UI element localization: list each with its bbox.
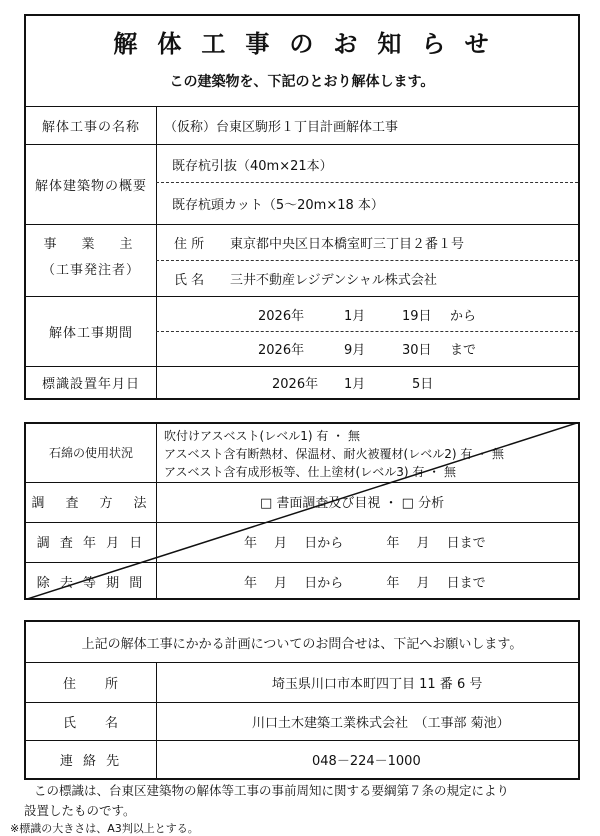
owner-name: 三井不動産レジデンシャル株式会社 [230,272,437,288]
asbestos-line-1: 吹付けアスベスト(レベル1) 有 ・ 無 [164,428,360,443]
sign-date-year: 2026年 [272,376,319,392]
sign-date-month: 1月 [344,376,366,392]
contact-address-value: 埼玉県川口市本町四丁目 11 番 6 号 [272,676,483,692]
overview-line-1: 既存杭引抜（40m×21本） [172,158,333,174]
asbestos-box [24,422,580,600]
label-owner: 事 業 主 [43,236,139,252]
owner-name-key: 氏 名 [174,272,205,288]
label-contact-address: 住 所 [62,676,119,692]
period-start-suffix: から [450,308,477,324]
label-survey-date: 調 査 年 月 日 [36,535,146,551]
label-removal-period: 除 去 等 期 間 [36,575,146,591]
period-start-month: 1月 [344,308,366,324]
footer-line-1: この標識は、台東区建築物の解体等工事の事前周知に関する要綱第７条の規定により [34,783,510,798]
contact-phone-value: 048－224－1000 [312,753,421,769]
asbestos-line-3: アスベスト含有成形板等、仕上塗材(レベル3) 有 ・ 無 [164,464,456,479]
overview-line-2: 既存杭頭カット（5～20m×18 本） [172,197,384,213]
strike-through-line [24,422,580,600]
period-end-year: 2026年 [258,342,305,358]
label-owner-sub: （工事発注者） [41,262,140,278]
survey-method-value: □ 書面調査及び目視 ・ □ 分析 [260,495,445,511]
label-contact-phone: 連 絡 先 [59,753,123,769]
notice-title: 解体工事のお知らせ [113,29,509,58]
label-work-period: 解体工事期間 [48,325,133,341]
asbestos-line-2: アスベスト含有断熱材、保温材、耐火被覆材(レベル2) 有 ・ 無 [164,446,504,461]
contact-box [24,620,580,780]
period-end-month: 9月 [344,342,366,358]
sign-date-day: 5日 [412,376,434,392]
period-end-day: 30日 [402,342,432,358]
contact-header: 上記の解体工事にかかる計画についてのお問合せは、下記へお願いします。 [81,636,523,652]
footer-line-2: 設置したものです。 [24,803,136,818]
label-survey-method: 調 査 方 法 [31,495,151,511]
period-start-day: 19日 [402,308,432,324]
owner-address: 東京都中央区日本橋室町三丁目２番１号 [230,236,465,252]
notice-subtitle: この建築物を、下記のとおり解体します。 [169,74,435,90]
label-asbestos-usage: 石綿の使用状況 [48,445,133,460]
label-sign-date: 標識設置年月日 [41,376,140,392]
period-start-year: 2026年 [258,308,305,324]
label-demolition-name: 解体工事の名称 [41,119,140,135]
value-demolition-name: （仮称）台東区駒形１丁目計画解体工事 [164,119,399,135]
notice-box-main [24,14,580,400]
label-contact-name: 氏 名 [62,715,119,731]
period-end-suffix: まで [450,342,477,358]
removal-period-value: 年 月 日から 年 月 日まで [244,575,486,591]
footer-note: ※標識の大きさは、A3判以上とする。 [10,822,199,835]
owner-address-key: 住 所 [174,236,205,252]
contact-name-value: 川口土木建築工業株式会社 （工事部 菊池） [252,715,510,731]
survey-date-value: 年 月 日から 年 月 日まで [244,535,486,551]
label-building-overview: 解体建築物の概要 [34,178,147,194]
